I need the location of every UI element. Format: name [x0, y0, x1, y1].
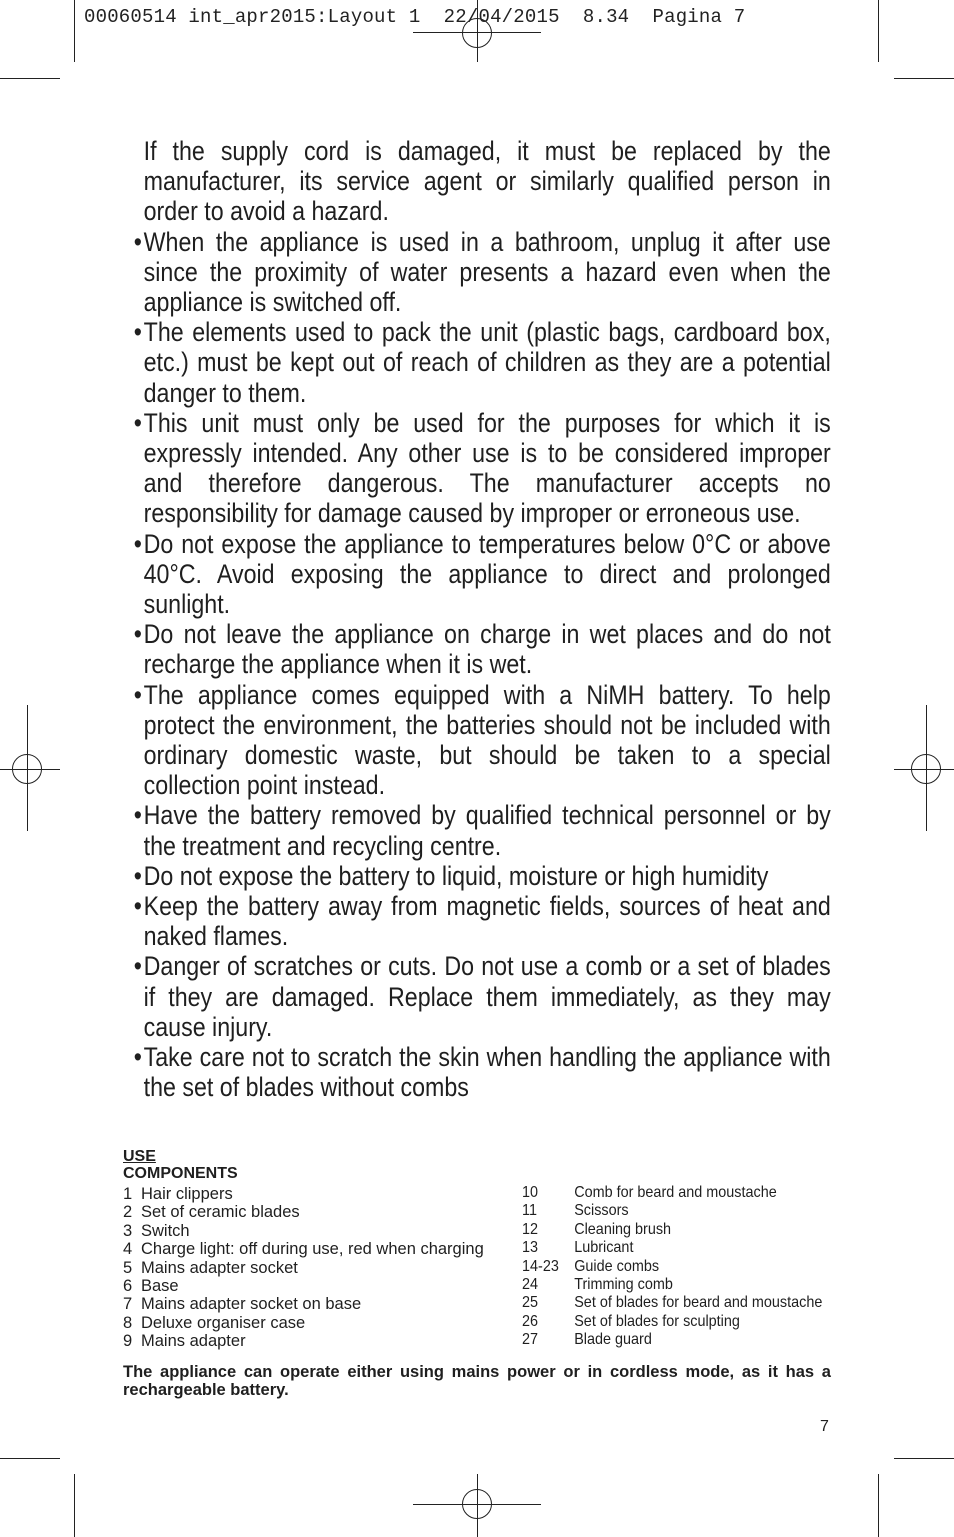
component-number: 1	[123, 1185, 133, 1203]
use-heading-block	[123, 1148, 238, 1182]
bullet-text: Do not leave the appliance on charge in wet places and do not recharge the appliance when it is wet.	[143, 619, 831, 680]
component-label: Mains adapter socket on base	[141, 1295, 362, 1314]
component-item	[522, 1184, 822, 1202]
component-item	[522, 1202, 822, 1220]
component-label: Lubricant	[574, 1239, 634, 1257]
component-label: Mains adapter	[141, 1332, 246, 1351]
components-list-right	[522, 1184, 822, 1350]
component-number: 13	[522, 1239, 539, 1257]
safety-bullet	[123, 951, 831, 1042]
bullet-text: This unit must only be used for the purposes for which it is expressly intended. Any other use is to be considered improper and therefore dangerous. The manufacturer accepts no responsibility for damage caused by improper or erroneous use.	[143, 407, 831, 529]
bullet-text: Have the battery removed by qualified technical personnel or by the treatment and recycling centre.	[143, 800, 831, 861]
component-item	[123, 1314, 484, 1332]
component-label: Guide combs	[574, 1257, 660, 1275]
component-item	[522, 1313, 822, 1331]
power-note: The appliance can operate either using mains power or in cordless mode, as it has a rechargeable battery.	[123, 1363, 831, 1399]
bullet-marker: •	[133, 951, 142, 982]
component-label: Scissors	[574, 1202, 629, 1220]
component-number: 26	[522, 1312, 539, 1330]
bullet-marker: •	[133, 407, 142, 438]
use-title: USE	[123, 1148, 156, 1165]
component-item	[522, 1239, 822, 1257]
safety-bullet	[123, 891, 831, 951]
safety-bullet	[123, 529, 831, 620]
component-label: Switch	[141, 1221, 190, 1240]
component-label: Set of ceramic blades	[141, 1203, 300, 1222]
component-item	[123, 1185, 484, 1203]
component-item	[123, 1277, 484, 1295]
crop-mark-bottom-left-h	[0, 1458, 60, 1459]
bullet-text: Do not expose the battery to liquid, moisture or high humidity	[143, 860, 769, 891]
bullet-marker: •	[133, 891, 142, 922]
bullet-text: Danger of scratches or cuts. Do not use a comb or a set of blades if they are damaged. Replace them immediately, as they may cause injury.	[143, 951, 831, 1042]
safety-bullet	[123, 619, 831, 679]
component-label: Trimming comb	[574, 1276, 673, 1294]
bullet-marker: •	[133, 800, 142, 831]
component-label: Set of blades for sculpting	[574, 1312, 740, 1330]
component-number: 25	[522, 1294, 539, 1312]
component-number: 10	[522, 1184, 539, 1201]
safety-bullet	[123, 227, 831, 318]
component-number: 4	[123, 1240, 133, 1259]
crop-mark-bottom-right-h	[894, 1458, 954, 1459]
bullet-text: When the appliance is used in a bathroom, unplug it after use since the proximity of water presents a hazard even when the appliance is switched off.	[143, 226, 831, 318]
crop-mark-top-right-h	[894, 78, 954, 79]
component-item	[123, 1222, 484, 1240]
component-item	[522, 1276, 822, 1294]
component-label: Comb for beard and moustache	[574, 1184, 777, 1201]
component-label: Hair clippers	[141, 1185, 233, 1203]
component-item	[522, 1258, 822, 1276]
safety-bullet	[123, 680, 831, 801]
component-item	[522, 1221, 822, 1239]
component-number: 7	[123, 1295, 133, 1314]
print-slug-header: 00060514 int_apr2015:Layout 1 22/04/2015 8.34 Pagina 7	[84, 6, 746, 28]
component-number: 9	[123, 1332, 133, 1351]
component-item	[123, 1332, 484, 1350]
crop-mark-bottom-left-v	[74, 1474, 75, 1537]
component-number: 12	[522, 1220, 539, 1238]
components-title: COMPONENTS	[123, 1165, 238, 1182]
bullet-marker: •	[133, 1042, 142, 1073]
bullet-marker: •	[133, 679, 142, 710]
component-label: Cleaning brush	[574, 1220, 672, 1238]
component-item	[123, 1259, 484, 1277]
safety-instructions	[123, 136, 831, 1103]
component-number: 6	[123, 1277, 133, 1296]
component-item	[123, 1295, 484, 1313]
bullet-text: The elements used to pack the unit (plastic bags, cardboard box, etc.) must be kept out of reach of children as they are a potential danger to them.	[143, 317, 831, 408]
crop-mark-top-left-h	[0, 78, 60, 79]
component-item	[522, 1331, 822, 1349]
component-number: 5	[123, 1258, 133, 1277]
bullet-marker: •	[133, 860, 142, 891]
bullet-text: Take care not to scratch the skin when handling the appliance with the set of blades without combs	[143, 1042, 831, 1103]
component-label: Charge light: off during use, red when charging	[141, 1240, 484, 1259]
bullet-text: Keep the battery away from magnetic fields, sources of heat and naked flames.	[143, 891, 831, 952]
component-number: 14-23	[522, 1257, 559, 1275]
bullet-marker: •	[133, 226, 142, 257]
component-item	[123, 1203, 484, 1221]
component-number: 8	[123, 1313, 133, 1332]
component-label: Mains adapter socket	[141, 1258, 298, 1277]
intro-paragraph: If the supply cord is damaged, it must be replaced by the manufacturer, its service agent or similarly qualified person in order to avoid a hazard.	[143, 136, 831, 227]
component-number: 3	[123, 1221, 133, 1240]
bullet-text: The appliance comes equipped with a NiMH battery. To help protect the environment, the batteries should not be included with ordinary domestic waste, but should be taken to a special collection point instead.	[143, 679, 831, 801]
safety-bullet	[123, 408, 831, 529]
crop-mark-top-right-v	[878, 0, 879, 62]
safety-bullet	[123, 317, 831, 408]
component-label: Set of blades for beard and moustache	[574, 1294, 823, 1312]
bullet-marker: •	[133, 528, 142, 559]
component-label: Deluxe organiser case	[141, 1313, 306, 1332]
bullet-text: Do not expose the appliance to temperatures below 0°C or above 40°C. Avoid exposing the appliance to direct and prolonged sunlight.	[143, 528, 831, 620]
safety-bullet	[123, 861, 831, 891]
component-item	[522, 1294, 822, 1312]
component-label: Base	[141, 1277, 179, 1296]
component-number: 11	[522, 1202, 537, 1220]
safety-bullet-list	[123, 227, 831, 1103]
component-number: 2	[123, 1203, 133, 1222]
component-item	[123, 1240, 484, 1258]
bullet-marker: •	[133, 317, 142, 348]
component-number: 27	[522, 1331, 539, 1349]
component-label: Blade guard	[574, 1331, 652, 1349]
page-number: 7	[820, 1418, 829, 1435]
safety-bullet	[123, 800, 831, 860]
bullet-marker: •	[133, 619, 142, 650]
components-list-left	[123, 1185, 484, 1351]
component-number: 24	[522, 1276, 539, 1294]
crop-mark-bottom-right-v	[878, 1474, 879, 1537]
crop-mark-top-left-v	[74, 0, 75, 62]
safety-bullet	[123, 1042, 831, 1102]
